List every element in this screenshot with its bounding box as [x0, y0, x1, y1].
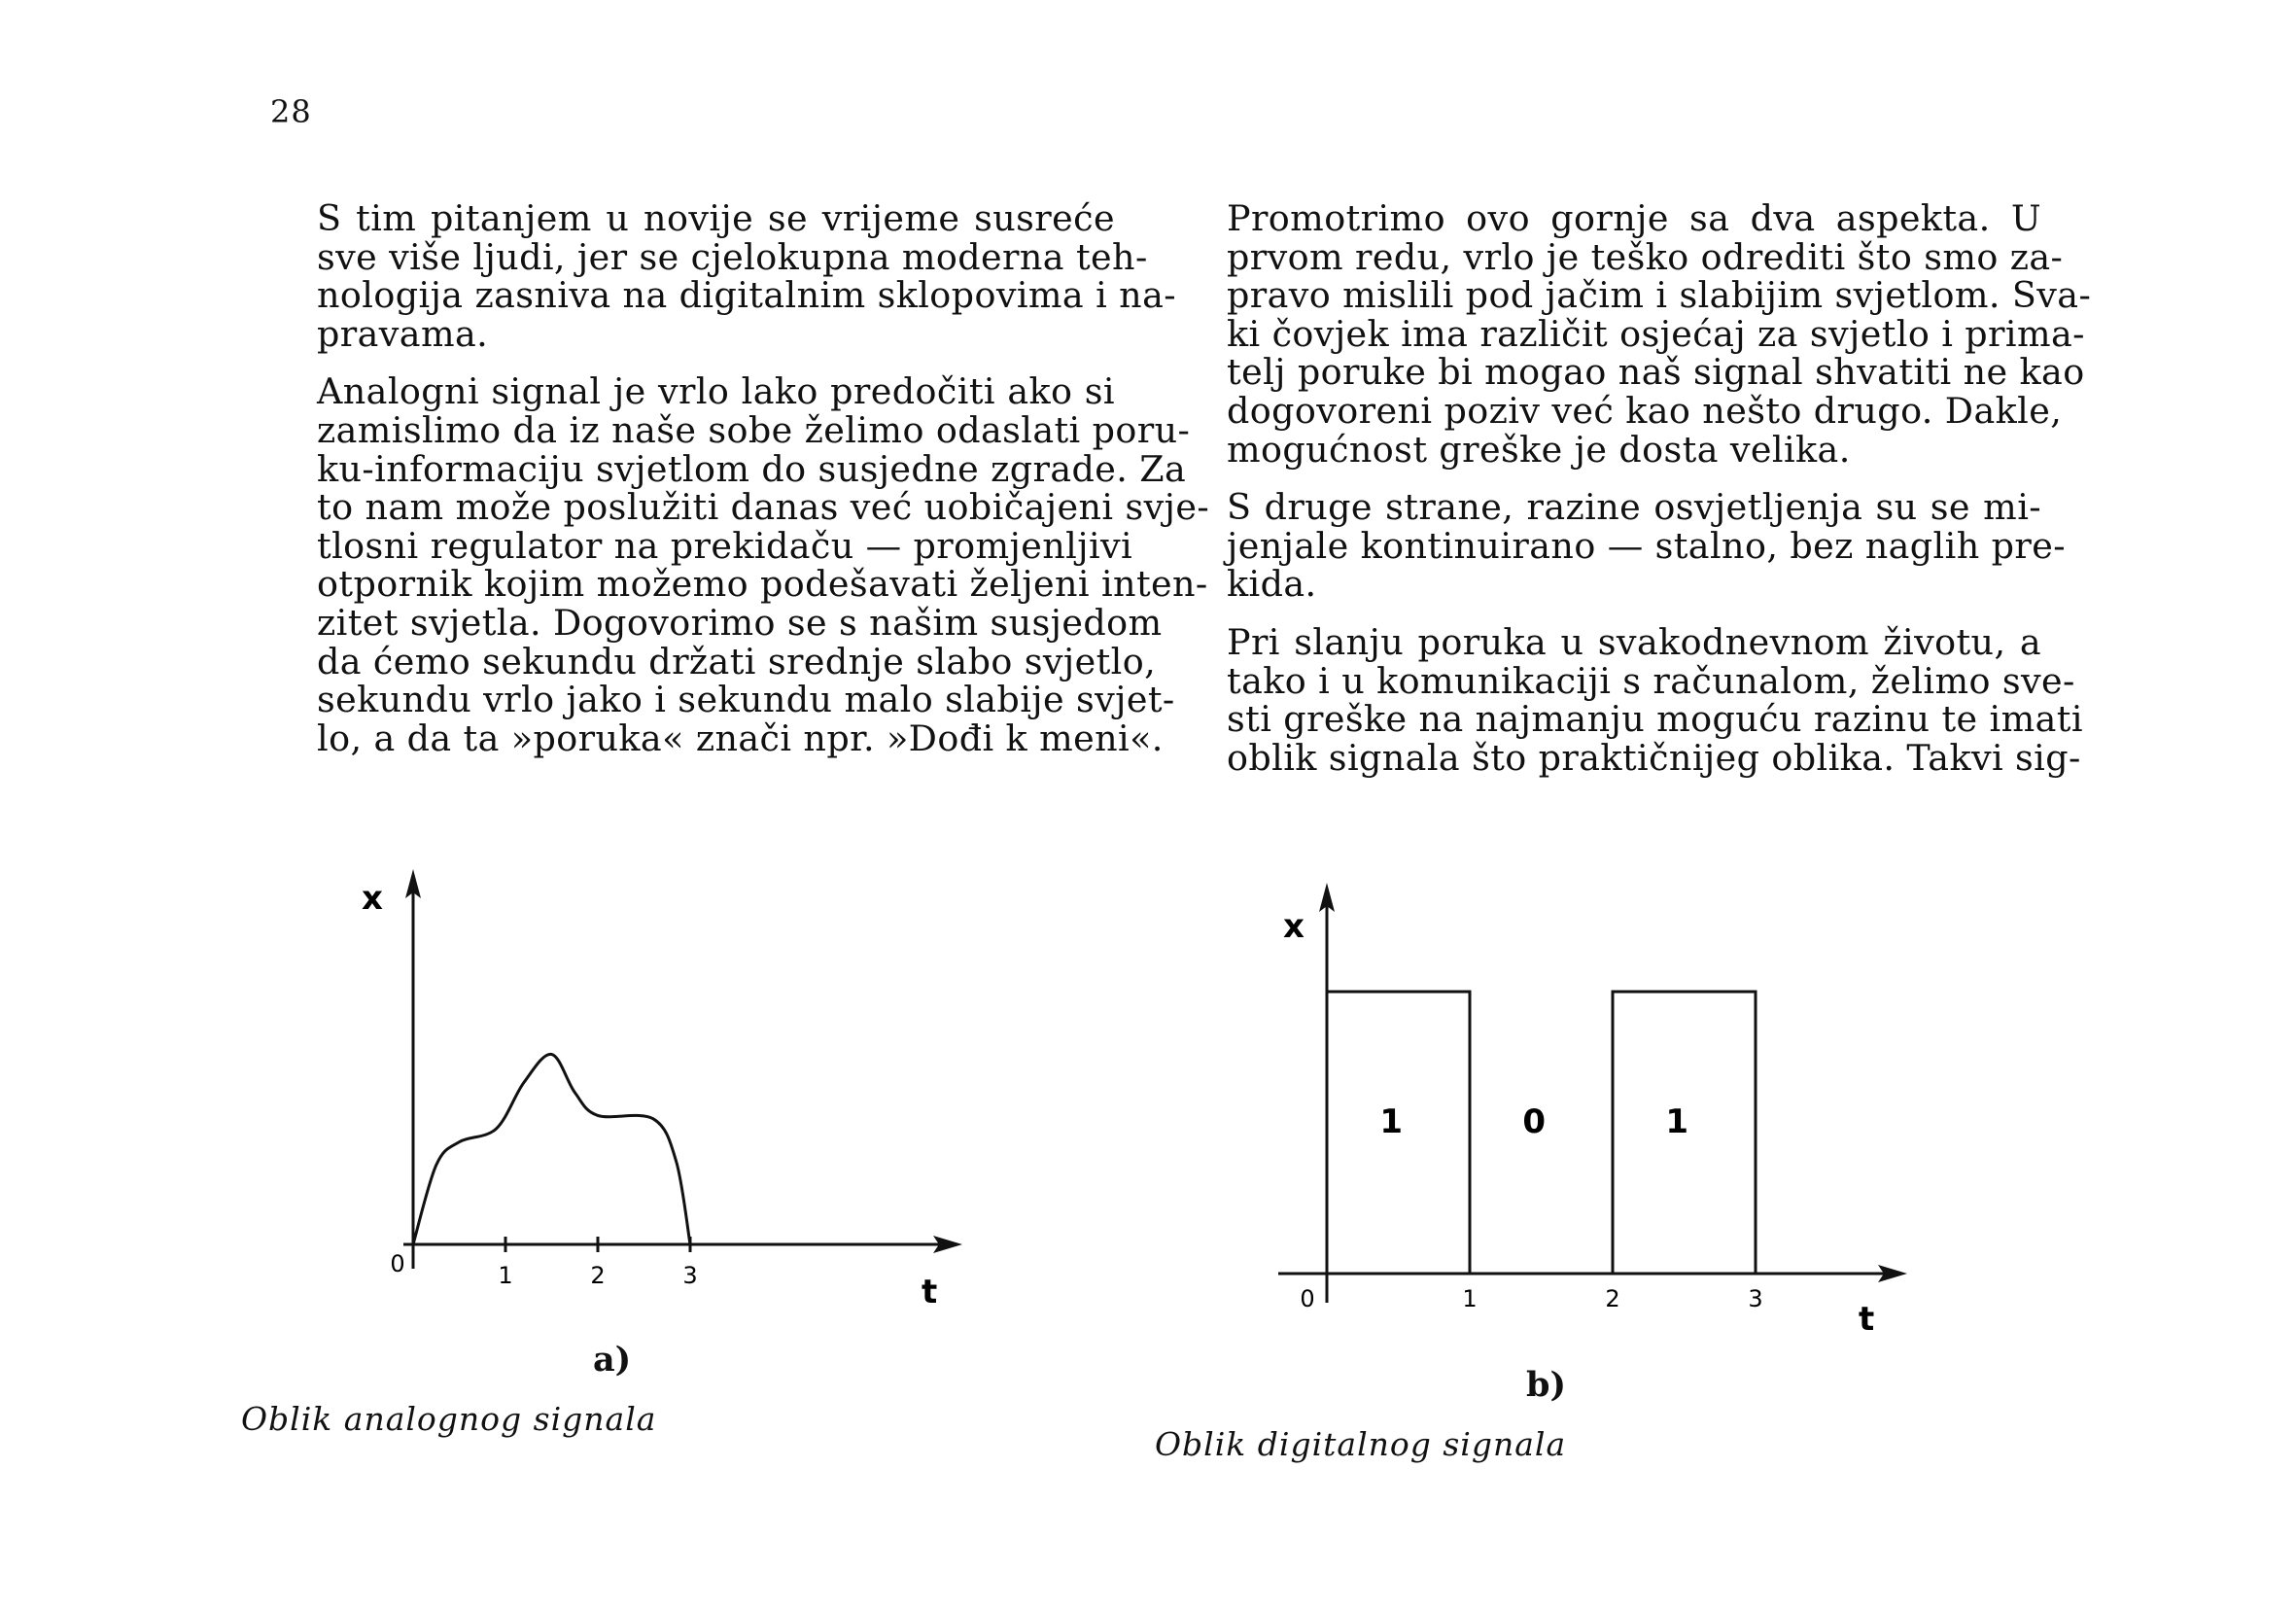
paragraph [255, 370, 1210, 759]
text-line: tako i u komunikaciji s računalom, želimo sve- [1227, 659, 2075, 702]
tick-label: 1 [1462, 1285, 1478, 1312]
figure-a-caption: Oblik analognog signala [241, 1400, 657, 1438]
paragraph [1165, 197, 2092, 471]
text-line: lo, a da ta »poruka« znači npr. »Dođi k meni«. [317, 717, 1164, 759]
text-line: sve više ljudi, jer se cjelokupna moderna teh- [317, 235, 1148, 278]
text-line: jenjale kontinuirano — stalno, bez naglih pre- [1227, 524, 2066, 567]
analog-signal-curve [413, 1054, 690, 1244]
digital-signal-plot [1264, 875, 1925, 1381]
bit-labels [1379, 1102, 1688, 1141]
tick-label: 3 [1748, 1285, 1763, 1312]
page-number: 28 [270, 93, 312, 130]
text-line: sekundu vrlo jako i sekundu malo slabije svjet- [317, 679, 1175, 721]
x-tick-labels [1300, 1285, 1762, 1312]
text-line: zamislimo da iz naše sobe želimo odaslati poru- [317, 408, 1191, 451]
bit-label: 1 [1665, 1102, 1688, 1141]
analog-signal-plot [350, 856, 982, 1390]
text-line: otpornik kojim možemo podešavati željeni inten- [317, 563, 1208, 606]
text-line: telj poruke bi mogao naš signal shvatiti ne kao [1227, 351, 2085, 394]
bit-label: 1 [1379, 1102, 1403, 1141]
y-axis-label: x [1283, 907, 1305, 946]
bit-label: 0 [1522, 1102, 1546, 1141]
figure-a-label: a) [593, 1340, 632, 1380]
tick-label: 0 [390, 1250, 405, 1277]
text-line: oblik signala što praktičnijeg oblika. Takvi sig- [1227, 736, 2081, 779]
text-line: Promotrimo ovo gornje sa dva aspekta. U [1227, 197, 2041, 239]
text-line: to nam može poslužiti danas već uobičajeni svje- [317, 486, 1210, 529]
text-line: S tim pitanjem u novije se vrijeme susreće [317, 197, 1115, 239]
x-axis-label: t [1859, 1300, 1875, 1339]
x-tick-labels [390, 1250, 697, 1289]
text-line: S druge strane, razine osvjetljenja su se mi- [1227, 486, 2041, 529]
digital-signal-figure [1264, 875, 1925, 1381]
tick-label: 2 [1605, 1285, 1620, 1312]
text-line: Pri slanju poruka u svakodnevnom životu, a [1227, 620, 2041, 663]
text-line: da ćemo sekundu držati srednje slabo svjetlo, [317, 640, 1157, 682]
tick-label: 2 [590, 1262, 606, 1289]
tick-label: 1 [498, 1262, 513, 1289]
text-line: mogućnost greške je dosta velika. [1227, 428, 1851, 471]
text-line: sti greške na najmanju moguću razinu te imati [1227, 698, 2083, 741]
figure-b-caption: Oblik digitalnog signala [1155, 1425, 1567, 1463]
right-text-column [1165, 197, 2092, 796]
text-line: pravo mislili pod jačim i slabijim svjetlom. Sva- [1227, 274, 2092, 317]
text-line: tlosni regulator na prekidaču — promjenljivi [317, 524, 1133, 567]
text-line: pravama. [317, 312, 489, 355]
text-line: zitet svjetla. Dogovorimo se s našim susjedom [317, 601, 1163, 644]
text-line: kida. [1227, 563, 1317, 606]
tick-label: 3 [682, 1262, 698, 1289]
left-text-column [255, 197, 1210, 777]
paragraph [1165, 486, 2066, 606]
text-line: Analogni signal je vrlo lako predočiti ako si [317, 370, 1115, 413]
text-line: prvom redu, vrlo je teško odrediti što smo za- [1227, 235, 2064, 278]
x-axis-label: t [922, 1273, 938, 1311]
text-line: ki čovjek ima različit osjećaj za svjetlo i prima- [1227, 312, 2085, 355]
paragraph [255, 197, 1176, 355]
text-line: dogovoreni poziv već kao nešto drugo. Dakle, [1227, 389, 2063, 432]
figure-b-label: b) [1526, 1365, 1567, 1405]
paragraph [1165, 620, 2083, 779]
y-axis-label: x [362, 879, 383, 918]
analog-signal-figure [350, 856, 982, 1390]
text-line: nologija zasniva na digitalnim sklopovima i na- [317, 274, 1176, 317]
text-line: ku-informaciju svjetlom do susjedne zgrade. Za [317, 447, 1187, 490]
tick-label: 0 [1300, 1285, 1315, 1312]
